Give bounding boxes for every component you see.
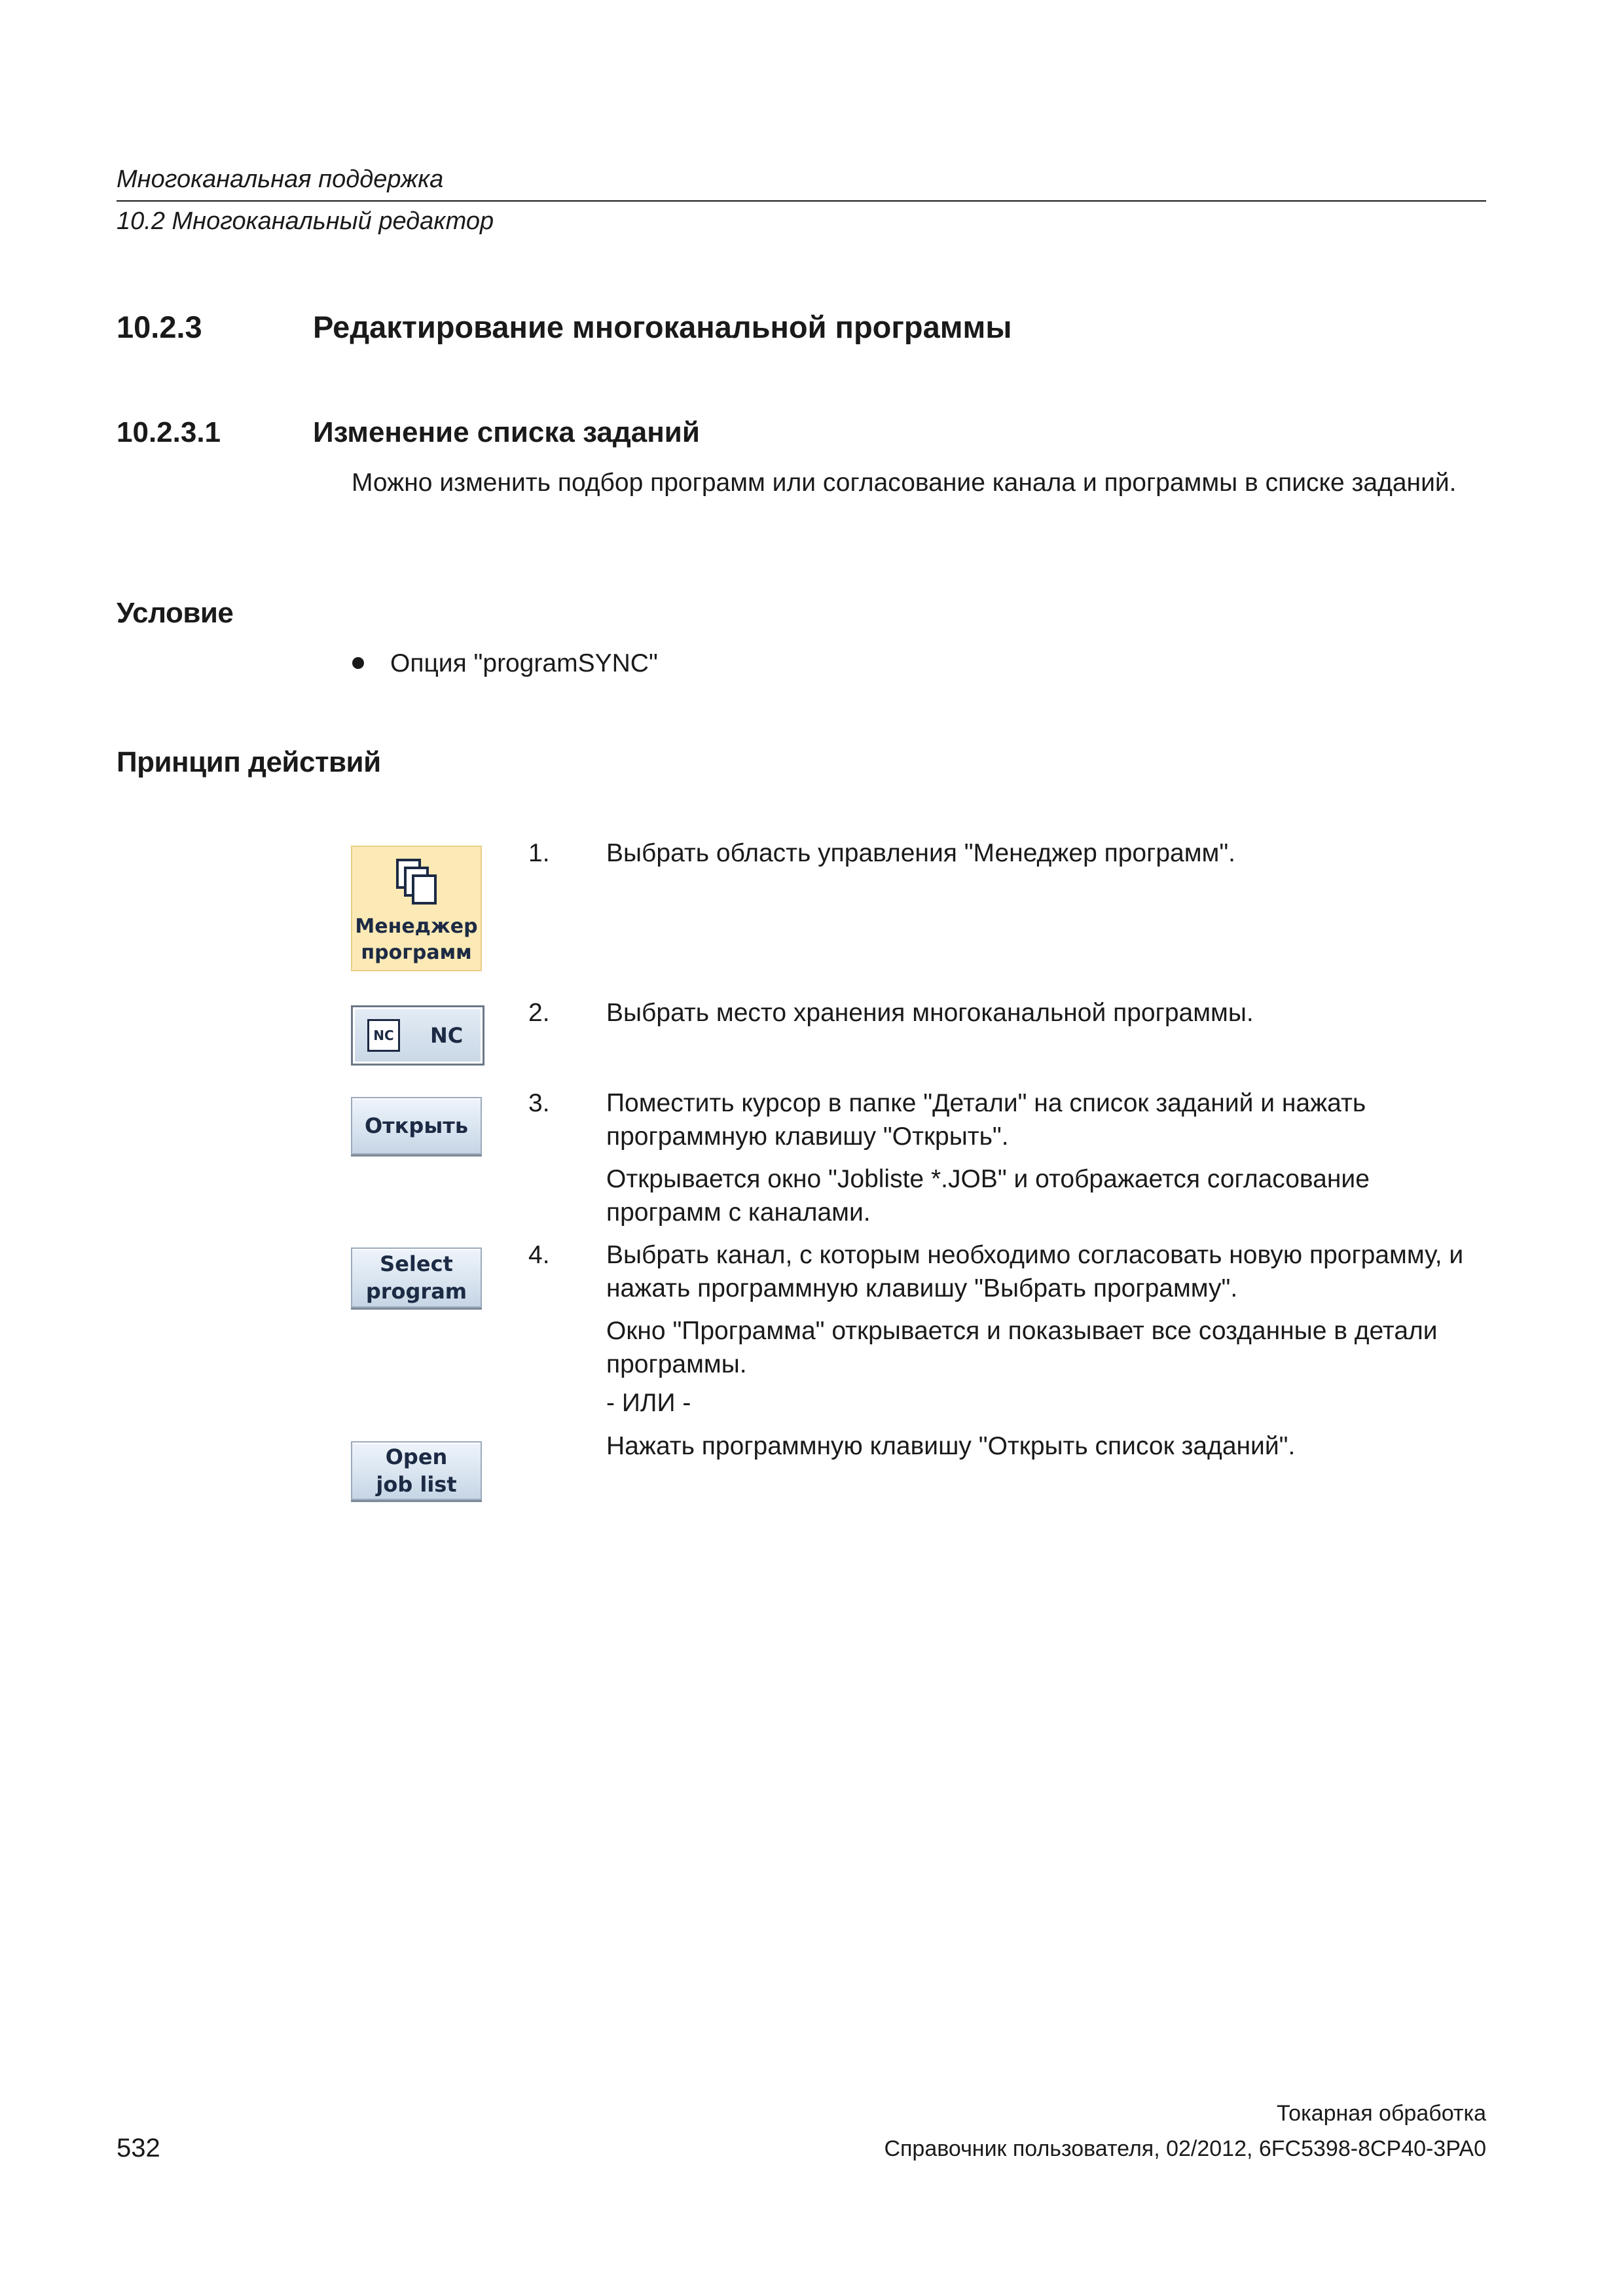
select-program-softkey[interactable] bbox=[351, 1247, 482, 1308]
heading-l3-title: Изменение списка заданий bbox=[313, 416, 700, 448]
condition-heading: Условие bbox=[117, 597, 234, 629]
procedure-heading: Принцип действий bbox=[117, 746, 381, 778]
open-job-list-label-1: Open bbox=[385, 1444, 448, 1469]
step-1-text: Выбрать область управления "Менеджер программ". bbox=[606, 839, 1236, 867]
step-2-number: 2. bbox=[528, 999, 550, 1027]
open-job-list-label-2: job list bbox=[376, 1472, 457, 1497]
heading-l3-number: 10.2.3.1 bbox=[117, 416, 221, 448]
nc-softkey[interactable] bbox=[351, 1005, 484, 1066]
running-header-section: 10.2 Многоканальный редактор bbox=[117, 207, 494, 235]
footer-manual: Справочник пользователя, 02/2012, 6FC5398-8CP40-3PA0 bbox=[884, 2136, 1486, 2161]
program-manager-label-2: программ bbox=[361, 941, 472, 964]
program-manager-softkey[interactable] bbox=[351, 846, 482, 971]
step-4-text: Выбрать канал, с которым необходимо согласовать новую программу, и нажать программную клавишу "Выбрать программу". bbox=[606, 1241, 1464, 1302]
intro-paragraph: Можно изменить подбор программ или согласование канала и программы в списке заданий. bbox=[352, 469, 1457, 497]
program-manager-label-1: Менеджер bbox=[355, 915, 478, 938]
step-2-text: Выбрать место хранения многоканальной программы. bbox=[606, 999, 1254, 1027]
document-stack-icon bbox=[393, 857, 439, 908]
step-3-text: Поместить курсор в папке "Детали" на список заданий и нажать программную клавишу "Открыть". bbox=[606, 1089, 1366, 1151]
running-header-chapter: Многоканальная поддержка bbox=[117, 166, 444, 193]
step-4-number: 4. bbox=[528, 1241, 550, 1269]
step-3-note: Открывается окно "Jobliste *.JOB" и отображается согласование программ с каналами. bbox=[606, 1165, 1370, 1227]
open-label: Открыть bbox=[364, 1113, 469, 1138]
step-1-number: 1. bbox=[528, 839, 550, 867]
page-number: 532 bbox=[117, 2134, 160, 2162]
footer-product: Токарная обработка bbox=[1277, 2101, 1486, 2126]
step-4-or: - ИЛИ - bbox=[606, 1389, 691, 1417]
step-4-alternative: Нажать программную клавишу "Открыть список заданий". bbox=[606, 1432, 1296, 1460]
nc-folder-icon: NC bbox=[367, 1019, 400, 1052]
open-job-list-softkey[interactable] bbox=[351, 1441, 482, 1500]
step-3-number: 3. bbox=[528, 1089, 550, 1117]
step-4-note: Окно "Программа" открывается и показывает все созданные в детали программы. bbox=[606, 1317, 1438, 1378]
open-softkey[interactable] bbox=[351, 1097, 482, 1155]
header-rule bbox=[117, 200, 1486, 202]
select-program-label-2: program bbox=[365, 1279, 467, 1304]
heading-l2-title: Редактирование многоканальной программы bbox=[313, 310, 1012, 344]
select-program-label-1: Select bbox=[380, 1251, 453, 1276]
bullet-icon bbox=[352, 657, 364, 669]
heading-l2-number: 10.2.3 bbox=[117, 310, 202, 344]
nc-label: NC bbox=[430, 1023, 464, 1048]
condition-item: Опция "programSYNC" bbox=[390, 649, 658, 677]
